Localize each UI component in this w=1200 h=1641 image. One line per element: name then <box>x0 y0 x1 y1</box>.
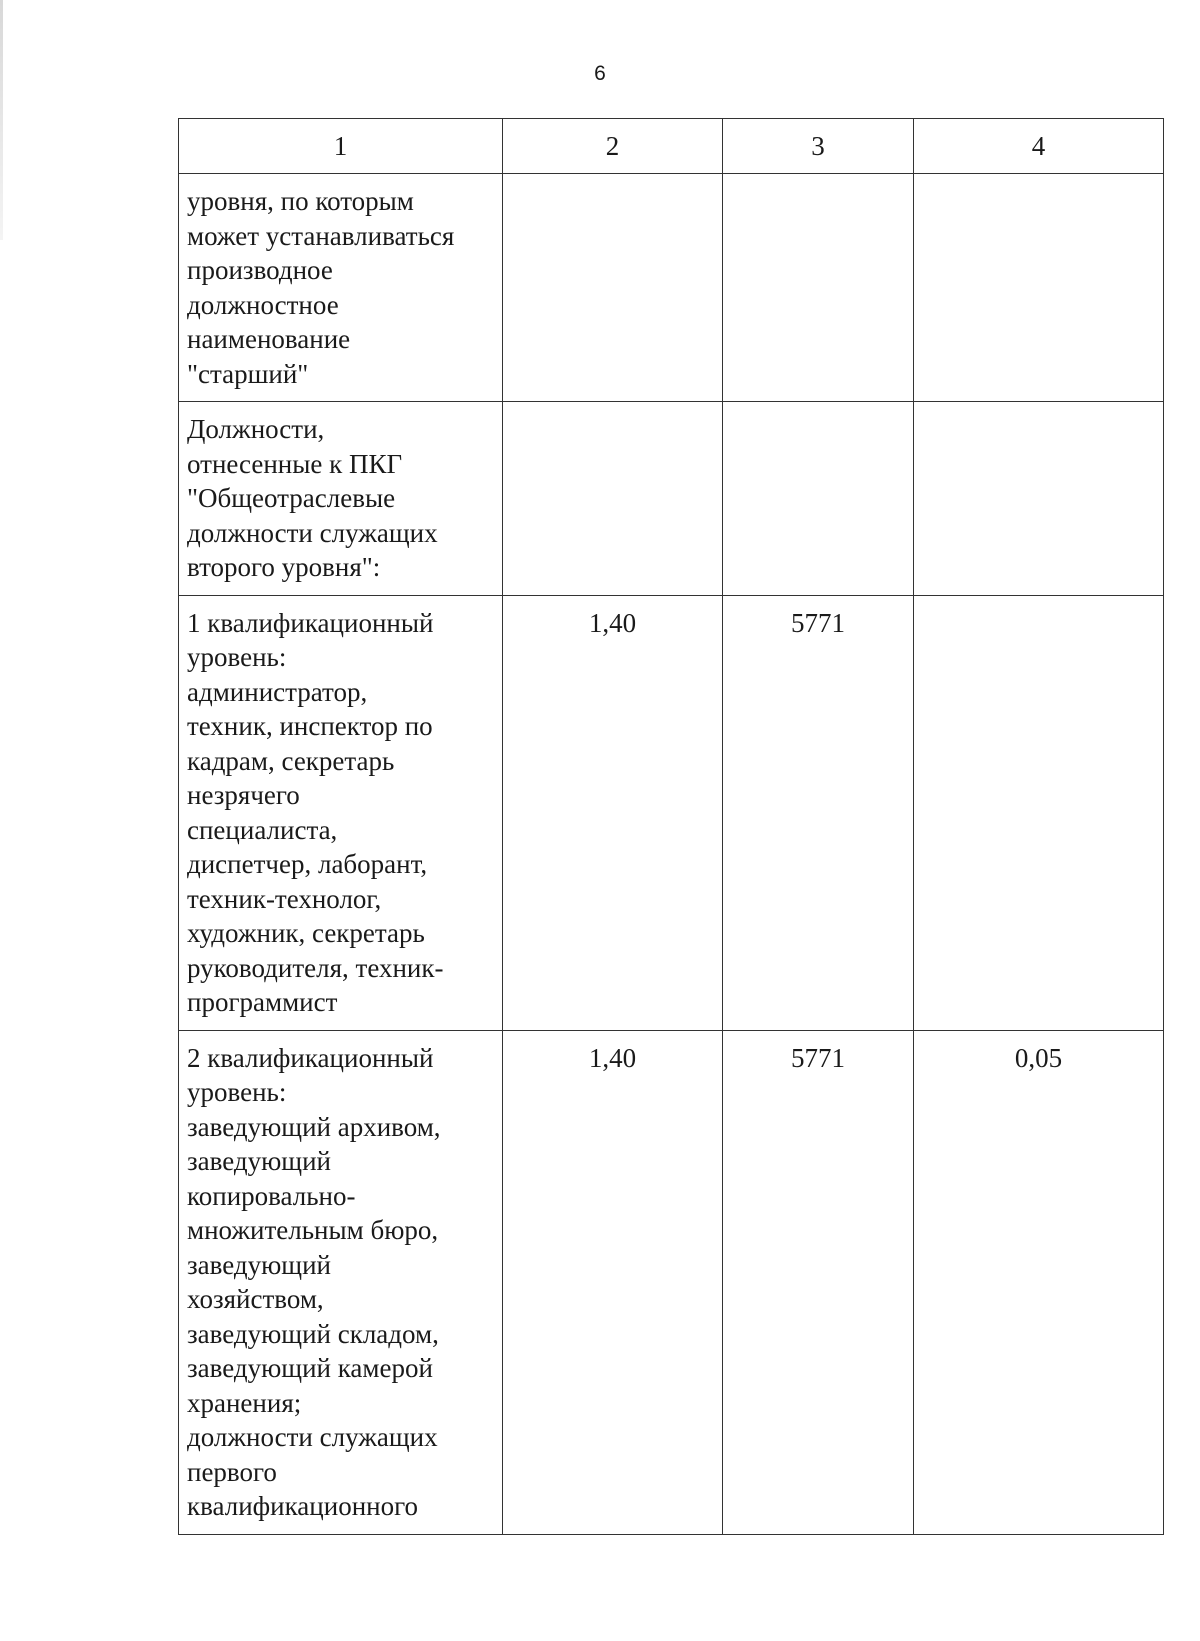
coefficient-cell: 1,40 <box>503 1030 723 1534</box>
increase-coefficient-cell <box>914 595 1164 1030</box>
increase-coefficient-cell <box>914 402 1164 596</box>
table-row <box>179 402 1164 596</box>
table-row <box>179 595 1164 1030</box>
table-header-row <box>179 119 1164 174</box>
column-header-2: 2 <box>503 119 723 174</box>
column-header-1: 1 <box>179 119 503 174</box>
scan-edge-mark <box>0 0 3 240</box>
position-description-cell: 1 квалификационный уровень: администратор, техник, инспектор по кадрам, секретарь незрячего специалиста, диспетчер, лаборант, техник-технолог, художник, секретарь руководителя, техник- программист <box>179 595 503 1030</box>
column-header-4: 4 <box>914 119 1164 174</box>
position-description-cell: 2 квалификационный уровень: заведующий архивом, заведующий копировально- множительным бюро, заведующий хозяйством, заведующий складом, заведующий камерой хранения; должности служащих первого квалификационного <box>179 1030 503 1534</box>
salary-table <box>178 118 1164 1535</box>
salary-cell <box>723 174 914 402</box>
position-description-cell: уровня, по которым может устанавливаться производное должностное наименование "старший" <box>179 174 503 402</box>
table-row <box>179 1030 1164 1534</box>
column-header-3: 3 <box>723 119 914 174</box>
increase-coefficient-cell: 0,05 <box>914 1030 1164 1534</box>
increase-coefficient-cell <box>914 174 1164 402</box>
coefficient-cell: 1,40 <box>503 595 723 1030</box>
coefficient-cell <box>503 174 723 402</box>
coefficient-cell <box>503 402 723 596</box>
salary-cell: 5771 <box>723 1030 914 1534</box>
position-description-cell: Должности, отнесенные к ПКГ "Общеотраслевые должности служащих второго уровня": <box>179 402 503 596</box>
salary-cell <box>723 402 914 596</box>
salary-cell: 5771 <box>723 595 914 1030</box>
table-row <box>179 174 1164 402</box>
page-number: 6 <box>594 62 606 85</box>
